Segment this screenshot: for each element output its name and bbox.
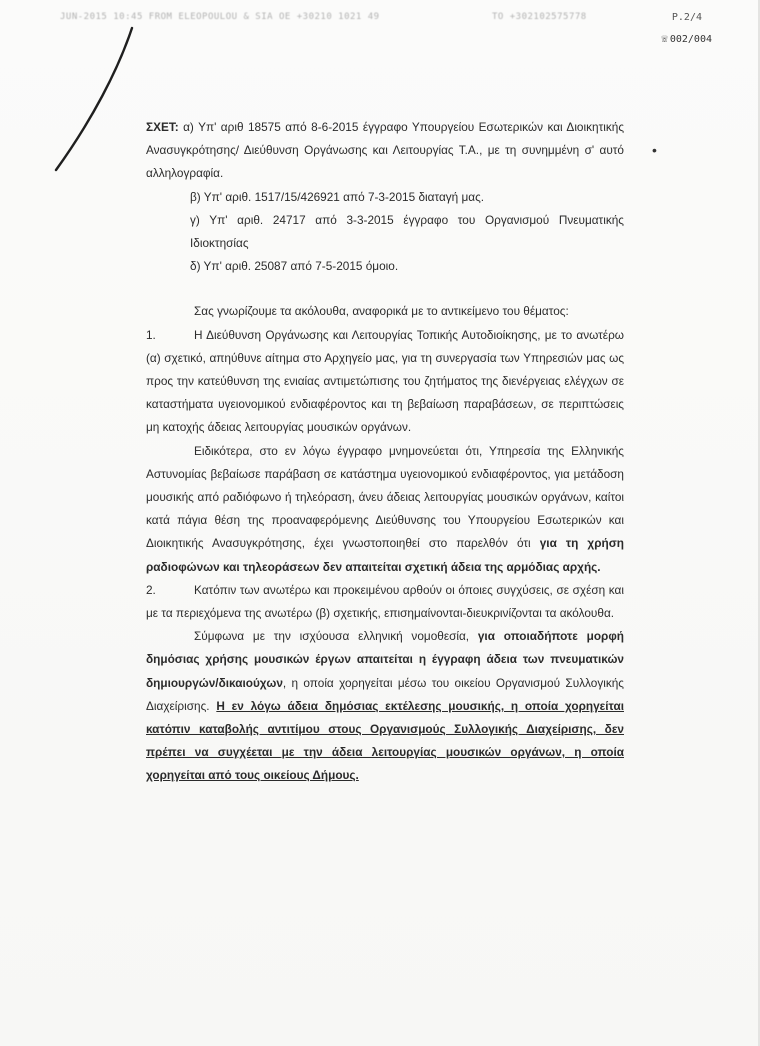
section-2-details <box>146 625 624 787</box>
intro-paragraph: Σας γνωρίζουμε τα ακόλουθα, αναφορικά με το αντικείμενο του θέματος: <box>194 304 569 319</box>
section-1-paragraph <box>146 324 624 440</box>
section-2-text: Κατόπιν των ανωτέρω και προκειμένου αρθούν οι όποιες συγχύσεις, σε σχέση και με τα περιεχόμενα της ανωτέρω (β) σχετικής, επισημαίνονται-διευκρινίζονται τα ακόλουθα. <box>146 582 624 621</box>
fax-page-counter <box>661 32 712 45</box>
fax-counter-text: 002/004 <box>669 34 712 45</box>
fax-icon: ☏ <box>661 32 668 45</box>
section-1-details <box>146 440 624 579</box>
fax-sender-line: JUN-2015 10:45 FROM ELEOPOULOU & SIA OE +30210 1021 49 <box>60 12 380 22</box>
section-1-number: 1. <box>146 327 156 342</box>
reference-a-text: α) Υπ' αριθ 18575 από 8-6-2015 έγγραφο Υπουργείου Εσωτερικών και Διοικητικής Ανασυγκρότησης/ Διεύθυνση Οργάνωσης και Λειτουργίας Τ.Α., με τη συνημμένη σ' αυτό αλληλογραφία. <box>146 120 625 181</box>
section-2-paragraph <box>146 579 624 625</box>
section-2-number: 2. <box>146 582 156 597</box>
section-2-mid-text: , η οποία χορηγείται μέσω του οικείου Οργανισμού Συλλογικής Διαχείρισης. <box>146 675 624 713</box>
section-2-underlined-statement: Η εν λόγω άδεια δημόσιας εκτέλεσης μουσικής, η οποία χορηγείται κατόπιν καταβολής αντιτίμου στους Οργανισμούς Συλλογικής Διαχείρισης, δεν πρέπει να συγχέεται με την άδεια λειτουργίας μουσικών οργάνων, η οποία χορηγείται από τους οικείους Δήμους. <box>146 698 624 783</box>
letter-body <box>146 116 624 788</box>
reference-b: β) Υπ' αριθ. 1517/15/426921 από 7-3-2015 διαταγή μας. <box>190 189 485 204</box>
reference-c: γ) Υπ' αριθ. 24717 από 3-3-2015 έγγραφο του Οργανισμού Πνευματικής Ιδιοκτησίας <box>190 212 624 251</box>
section-2-intro-text: Σύμφωνα με την ισχύουσα ελληνική νομοθεσία, <box>194 629 470 644</box>
fax-page-number: P.2/4 <box>671 12 702 23</box>
fax-recipient-line: TO +302102575778 <box>492 12 587 22</box>
section-1-bold-statement: για τη χρήση ραδιοφώνων και τηλεοράσεων δεν απαιτείται σχετική άδεια της αρμόδιας αρχής. <box>146 536 624 574</box>
references-label: ΣΧΕΤ: <box>146 120 179 134</box>
section-1-text: Η Διεύθυνση Οργάνωσης και Λειτουργίας Τοπικής Αυτοδιοίκησης, με το ανωτέρω (α) σχετικό, απηύθυνε αίτημα στο Αρχηγείο μας, για τη συνεργασία των Υπηρεσιών μας ως προς την κατεύθυνση της ενιαίας αντιμετώπισης του ζητήματος της διενέργειας ελέγχων σε καταστήματα υγειονομικού ενδιαφέροντος και τη βεβαίωση παραβάσεων, σε περιπτώσεις μη κατοχής άδειας λειτουργίας μουσικών οργάνων. <box>146 327 624 435</box>
reference-a <box>146 116 624 186</box>
section-1-details-text: Ειδικότερα, στο εν λόγω έγγραφο μνημονεύεται ότι, Υπηρεσία της Ελληνικής Αστυνομίας βεβαίωσε παράβαση σε κατάστημα υγειονομικού ενδιαφέροντος, για μετάδοση μουσικής από ραδιόφωνο ή τηλεόραση, άνευ άδειας λειτουργίας μουσικών οργάνων, καίτοι κατά πάγια θέση της προαναφερόμενης Διεύθυνσης του Υπουργείου Εσωτερικών και Διοικητικής Ανασυγκρότησης, έχει γνωστοποιηθεί στο παρελθόν ότι <box>146 443 624 551</box>
ink-mark: • <box>652 142 657 158</box>
fax-transmission-header <box>60 12 700 26</box>
reference-d: δ) Υπ' αριθ. 25087 από 7-5-2015 όμοιο. <box>190 259 399 274</box>
handwritten-stroke <box>40 20 140 180</box>
section-2-bold-statement: για οποιαδήποτε μορφή δημόσιας χρήσης μουσικών έργων απαιτείται η έγγραφη άδεια των πνευματικών δημιουργών/δικαιούχων <box>146 629 624 690</box>
